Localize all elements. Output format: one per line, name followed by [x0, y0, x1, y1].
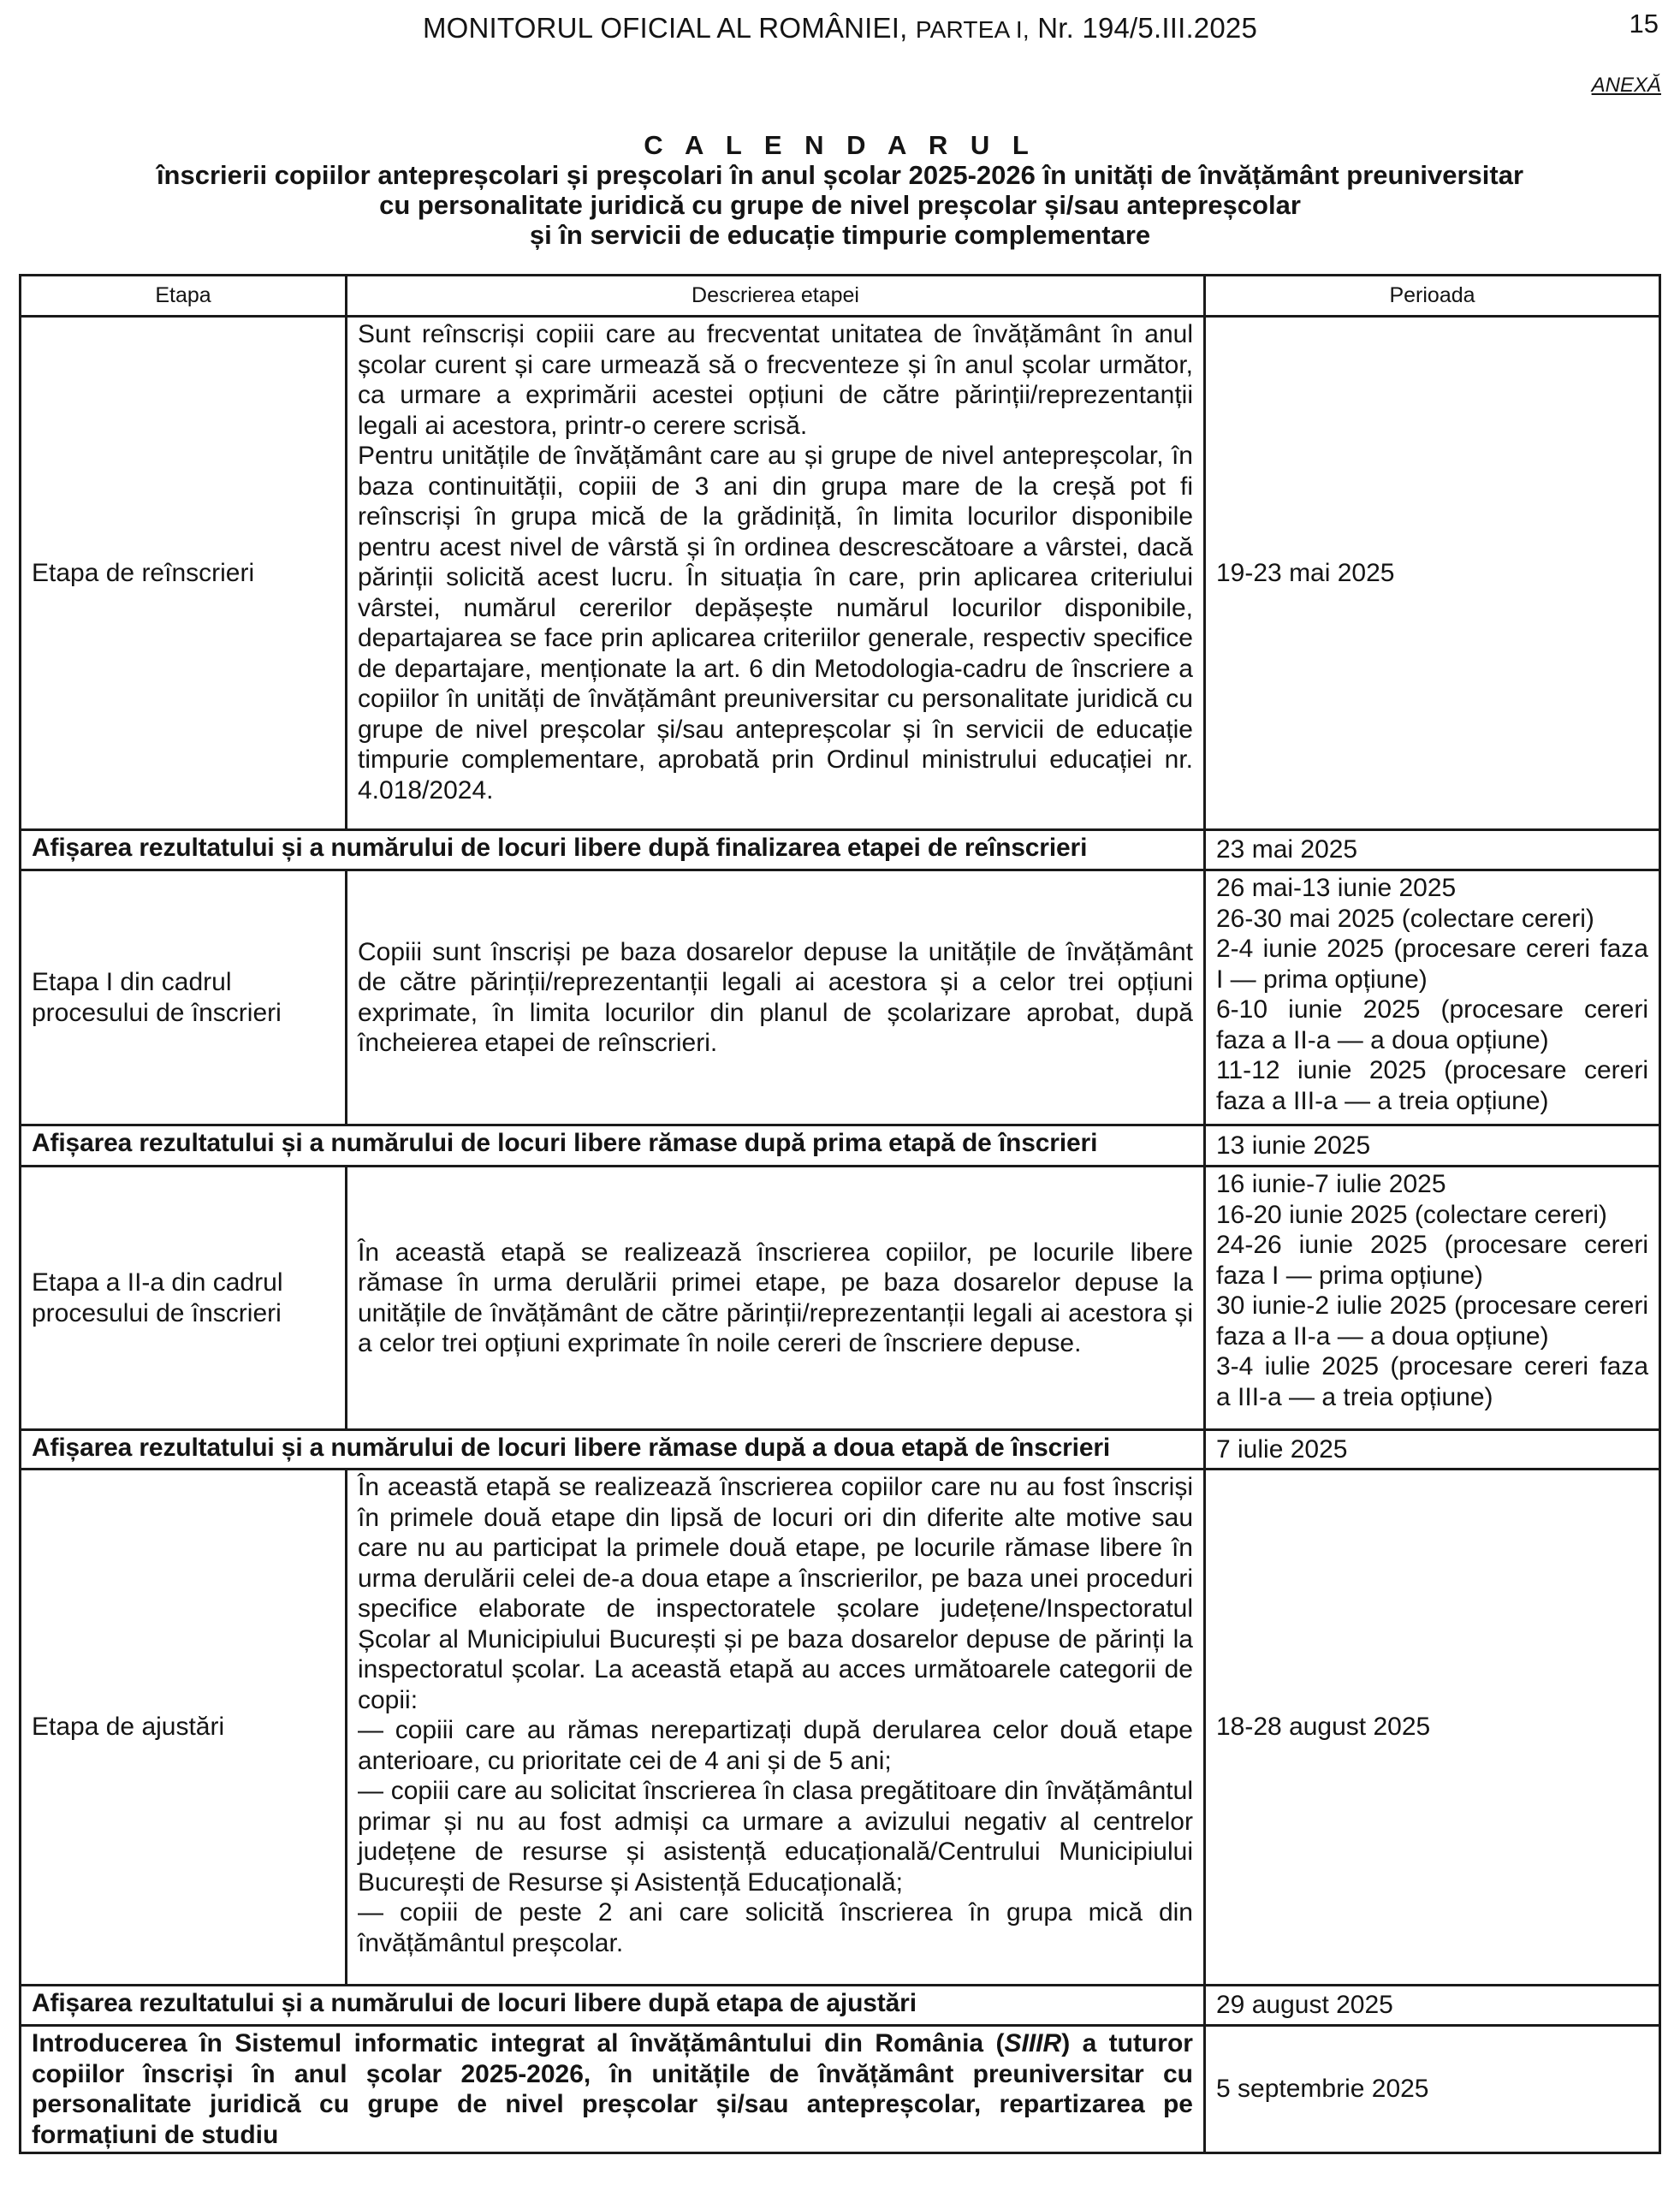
- announcement-cell: Afișarea rezultatului și a numărului de locuri libere după etapa de ajustări: [21, 1986, 1206, 2024]
- announcement-cell: Afișarea rezultatului și a numărului de locuri libere după finalizarea etapei de reînscrieri: [21, 831, 1206, 869]
- period-line: 2-4 iunie 2025 (procesare cereri faza I — prima opțiune): [1216, 935, 1648, 994]
- stage-cell: Etapa I din cadrul procesului de înscrieri: [21, 871, 347, 1124]
- column-header-description: Descrierea etapei: [347, 276, 1206, 315]
- period-cell: 19-23 mai 2025: [1216, 558, 1395, 587]
- period-cell: [1206, 1167, 1659, 1428]
- description-paragraph: — copiii care au rămas nerepartizați după derularea celor două etape anterioare, cu prioritate cei de 4 ani și de 5 ani;: [358, 1716, 1193, 1775]
- announcement-row: [21, 831, 1659, 871]
- announcement-row: [21, 2027, 1659, 2152]
- title-calendar: C A L E N D A R U L: [644, 130, 1036, 160]
- period-line: 30 iunie-2 iulie 2025 (procesare cereri faza a II-a — a doua opțiune): [1216, 1291, 1648, 1351]
- description-cell: [347, 1167, 1206, 1428]
- stage-cell: Etapa de reînscrieri: [21, 318, 347, 828]
- running-header: [0, 12, 1680, 45]
- description-cell: [347, 1470, 1206, 1984]
- stage-cell: Etapa a II-a din cadrul procesului de înscrieri: [21, 1167, 347, 1428]
- period-line: 24-26 iunie 2025 (procesare cereri faza I — prima opțiune): [1216, 1231, 1648, 1290]
- table-header-row: [21, 276, 1659, 318]
- table-row: [21, 871, 1659, 1126]
- period-cell: 13 iunie 2025: [1216, 1131, 1371, 1160]
- table-row: [21, 1167, 1659, 1431]
- title-line-3: cu personalitate juridică cu grupe de nivel preșcolar și/sau antepreșcolar: [379, 190, 1301, 220]
- description-paragraph: — copiii care au solicitat înscrierea în clasa pregătitoare din învățământul primar și nu au fost admiși ca urmare a avizului negativ al centrelor județene de resurse și asistență educațională/Centrului Municipiului București de Resurse și Asistență Educațională;: [358, 1777, 1193, 1897]
- announcement-cell: [21, 2027, 1206, 2152]
- period-line: 26-30 mai 2025 (colectare cereri): [1216, 904, 1594, 933]
- description-paragraph: În această etapă se realizează înscrierea copiilor, pe locurile libere rămase în urma derulării primei etape, pe baza dosarelor depuse la unitățile de învățământ de către părinții/reprezentanții legali ai acestora și a celor trei opțiuni exprimate în noile cereri de înscriere depuse.: [358, 1238, 1193, 1357]
- issue-number: Nr. 194/5.III.2025: [1037, 12, 1258, 44]
- announcement-row: [21, 1986, 1659, 2027]
- announcement-text: ) a tuturor copiilor înscriși în anul școlar 2025-2026, în unitățile de învățământ preuniversitar cu personalitate juridică cu grupe de nivel preșcolar și/sau antepreșcolar, repartizarea pe formațiuni de studiu: [32, 2029, 1193, 2149]
- stage-cell: Etapa de ajustări: [21, 1470, 347, 1984]
- table-row: [21, 1470, 1659, 1986]
- description-paragraph: — copiii de peste 2 ani care solicită înscrierea în grupa mică din învățământul preșcolar.: [358, 1898, 1193, 1957]
- announcement-text: Introducerea în Sistemul informatic integrat al învățământului din România (: [32, 2029, 1005, 2057]
- period-line: 6-10 iunie 2025 (procesare cereri faza a II-a — a doua opțiune): [1216, 995, 1648, 1054]
- description-paragraph: Pentru unitățile de învățământ care au și grupe de nivel antepreșcolar, în baza continuității, copiii de 3 ani din grupa mare de la creșă pot fi reînscriși în grupa mică de la grădiniță, în limita locurilor disponibile pentru acest nivel de vârstă și în ordinea descrescătoare a vârstei, dacă părinții solicită acest lucru. În situația în care, prin aplicarea criteriului vârstei, numărul cererilor depășește numărul locurilor disponibile, departajarea se face prin aplicarea criteriilor generale, respectiv specifice de departajare, menționate la art. 6 din Metodologia-cadru de înscriere a copiilor în unități de învățământ preuniversitar cu personalitate juridică cu grupe de nivel preșcolar și/sau antepreșcolar și în servicii de educație timpurie complementare, aprobată prin Ordinul ministrului educației nr. 4.018/2024.: [358, 442, 1193, 805]
- period-cell: 23 mai 2025: [1216, 835, 1358, 864]
- period-line: 26 mai-13 iunie 2025: [1216, 874, 1457, 902]
- column-header-period: Perioada: [1389, 282, 1475, 307]
- column-header-stage: Etapa: [21, 276, 347, 315]
- description-paragraph: Sunt reînscriși copiii care au frecventat unitatea de învățământ în anul școlar curent și care urmează să o frecventeze și în anul școlar următor, ca urmare a exprimării acestei opțiuni de către părinții/reprezentanții legali ai acestora, printr-o cerere scrisă.: [358, 320, 1193, 440]
- period-cell: [1206, 871, 1659, 1124]
- publication-name: MONITORUL OFICIAL AL ROMÂNIEI,: [422, 12, 908, 44]
- period-cell: 5 septembrie 2025: [1216, 2075, 1429, 2104]
- period-line: 11-12 iunie 2025 (procesare cereri faza a III-a — a treia opțiune): [1216, 1056, 1648, 1115]
- description-paragraph: În această etapă se realizează înscrierea copiilor care nu au fost înscriși în primele două etape din lipsă de locuri ori din diferite alte motive sau care nu au participat la primele două etape, pe locurile rămase libere în urma derulării celei de-a doua etape a înscrierilor, pe baza unei proceduri specifice elaborate de inspectoratele școlare județene/Inspectoratul Școlar al Municipiului București și pe baza dosarelor depuse de părinți la inspectoratul școlar. La această etapă au acces următoarele categorii de copii:: [358, 1473, 1193, 1714]
- announcement-cell: Afișarea rezultatului și a numărului de locuri libere rămase după prima etapă de înscrieri: [21, 1126, 1206, 1165]
- period-cell: 18-28 august 2025: [1216, 1713, 1431, 1742]
- title-line-2: înscrierii copiilor antepreșcolari și preșcolari în anul școlar 2025-2026 în unități de învățământ preuniversitar: [156, 160, 1524, 190]
- description-paragraph: Copiii sunt înscriși pe baza dosarelor depuse la unitățile de învățământ de către părinții/reprezentanții legali ai acestora și a celor trei opțiuni exprimate, în limita locurilor din planul de școlarizare aprobat, după încheierea etapei de reînscrieri.: [358, 937, 1193, 1057]
- period-cell: 29 august 2025: [1216, 1991, 1393, 2020]
- table-row: [21, 318, 1659, 831]
- description-cell: [347, 318, 1206, 828]
- annex-label: ANEXĂ: [1591, 74, 1661, 97]
- publication-part: PARTEA I,: [915, 16, 1030, 43]
- description-cell: [347, 871, 1206, 1124]
- period-line: 3-4 iulie 2025 (procesare cereri faza a III-a — a treia opțiune): [1216, 1352, 1648, 1411]
- announcement-row: [21, 1126, 1659, 1167]
- period-line: 16-20 iunie 2025 (colectare cereri): [1216, 1200, 1607, 1229]
- title-line-4: și în servicii de educație timpurie complementare: [529, 220, 1151, 250]
- siiir-acronym: SIIIR: [1004, 2029, 1062, 2057]
- document-title: [0, 130, 1680, 250]
- page-number: 15: [1629, 9, 1659, 39]
- calendar-table: [19, 274, 1661, 2154]
- announcement-row: [21, 1431, 1659, 1470]
- announcement-cell: Afișarea rezultatului și a numărului de locuri libere rămase după a doua etapă de înscrieri: [21, 1431, 1206, 1468]
- period-line: 16 iunie-7 iulie 2025: [1216, 1170, 1446, 1198]
- period-cell: 7 iulie 2025: [1216, 1434, 1348, 1464]
